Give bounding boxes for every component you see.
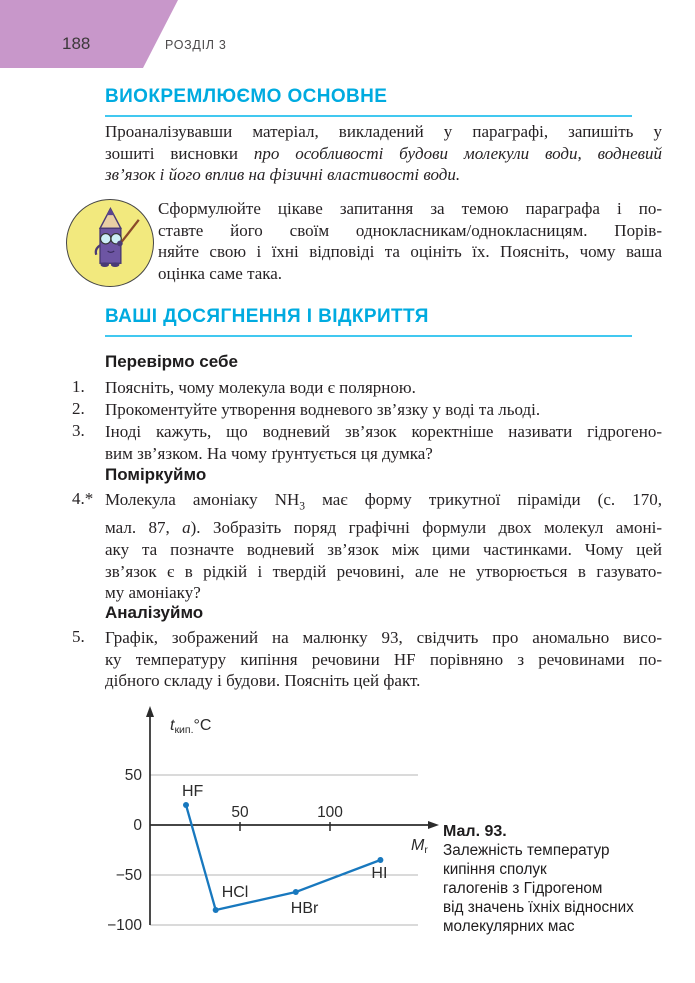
- section-title-achievements: ВАШІ ДОСЯГНЕННЯ І ВІДКРИТТЯ: [105, 306, 429, 327]
- subhead-check-yourself: Перевірмо себе: [105, 352, 238, 371]
- text-line: аку та позначте водневий зв’язок між цими частинками. Чому цей: [105, 539, 662, 559]
- svg-text:50: 50: [124, 767, 142, 784]
- figure-caption: [443, 822, 673, 936]
- page-number: 188: [62, 34, 91, 53]
- caption-line: від значень їхніх відносних: [443, 899, 634, 916]
- boiling-point-line-chart: [100, 700, 445, 958]
- text-line: Проаналізувавши матеріал, викладений у параграфі, запишіть у: [105, 122, 662, 141]
- text-run: Молекула амоніаку NH: [105, 490, 300, 509]
- text-line: Поясніть, чому молекула води є полярною.: [105, 378, 416, 397]
- task-box-paragraph: [158, 198, 662, 285]
- text-run-italic: а: [182, 518, 191, 538]
- figure-93-chart-area: [100, 700, 445, 958]
- svg-text:100: 100: [317, 804, 343, 821]
- svg-text:HCl: HCl: [221, 884, 249, 901]
- item-number: 2.: [72, 399, 85, 418]
- item-number: 1.: [72, 377, 85, 396]
- text-line: няйте свою і їхні відповіді та оцініть їх. Поясніть, чому ваша: [158, 242, 662, 262]
- svg-text:−100: −100: [107, 917, 142, 934]
- svg-text:HF: HF: [182, 783, 204, 800]
- text-line: му амоніаку?: [105, 583, 201, 603]
- subscript: 3: [299, 499, 306, 513]
- list-item: [72, 421, 662, 464]
- text-run: мал. 87,: [105, 518, 183, 538]
- svg-text:0: 0: [133, 817, 142, 834]
- list-item: [72, 377, 662, 399]
- text-line: ку температуру кипіння речовини HF порівняно з речовинами по-: [105, 649, 662, 669]
- section-title-highlight: ВИОКРЕМЛЮЄМО ОСНОВНЕ: [105, 86, 388, 107]
- caption-line: галогенів з Гідрогеном: [443, 880, 603, 897]
- pencil-mascot-icon: [66, 199, 154, 287]
- text-line: [105, 489, 662, 517]
- svg-text:Mr: Mr: [411, 837, 428, 856]
- svg-text:50: 50: [231, 804, 249, 821]
- text-run: зошиті висновки: [105, 143, 254, 163]
- text-line: дібного складу і будови. Поясніть цей факт.: [105, 671, 421, 691]
- figure-label: Мал. 93.: [443, 823, 507, 840]
- caption-line: молекулярних мас: [443, 918, 575, 935]
- svg-text:−50: −50: [115, 867, 142, 884]
- subhead-think: Поміркуймо: [105, 465, 207, 484]
- item-number: 4.*: [72, 489, 94, 508]
- list-item: [72, 399, 662, 421]
- caption-line: кипіння сполук: [443, 861, 547, 878]
- text-line: Іноді кажуть, що водневий зв’язок коректніше називати гідрогено-: [105, 422, 662, 441]
- text-line: Графік, зображений на малюнку 93, свідчить про аномально висо-: [105, 628, 662, 647]
- text-line: Прокоментуйте утворення водневого зв’язку у воді та льоді.: [105, 400, 541, 419]
- text-line: ставте його своїм однокласникам/однокласницям. Порів-: [158, 220, 662, 240]
- svg-text:HBr: HBr: [290, 900, 319, 917]
- svg-text:HI: HI: [371, 865, 388, 882]
- text-line: Сформулюйте цікаве запитання за темою параграфа і по-: [158, 199, 662, 218]
- section-rule: [105, 335, 632, 337]
- text-run: ). Зобразіть поряд графічні формули двох молекул амоні-: [190, 518, 662, 538]
- text-line: [105, 517, 662, 539]
- text-line: [105, 143, 662, 165]
- text-line: оцінка саме така.: [158, 264, 283, 284]
- text-line: зв’язок є в рідкій і твердій речовині, але не утворюється в газувато-: [105, 561, 662, 581]
- text-line: зв’язок і його вплив на фізичні властивості води.: [105, 165, 461, 185]
- caption-line: Залежність температур: [443, 842, 610, 859]
- svg-text:tкип.°C: tкип.°C: [170, 717, 212, 736]
- list-item: [72, 489, 662, 604]
- chapter-label: РОЗДІЛ 3: [165, 38, 227, 52]
- section-rule: [105, 115, 632, 117]
- item-number: 3.: [72, 421, 85, 440]
- text-run: має форму трикутної піраміди (с. 170,: [305, 490, 662, 509]
- pencil-character-drawing: [67, 200, 152, 285]
- list-item: [72, 627, 662, 692]
- subhead-analyze: Аналізуймо: [105, 603, 204, 622]
- item-number: 5.: [72, 627, 85, 646]
- text-line: вим зв’язком. На чому ґрунтується ця думка?: [105, 443, 433, 463]
- highlight-paragraph: [105, 121, 662, 186]
- text-run-italic: про особливості будови молекули води, водневий: [253, 143, 662, 163]
